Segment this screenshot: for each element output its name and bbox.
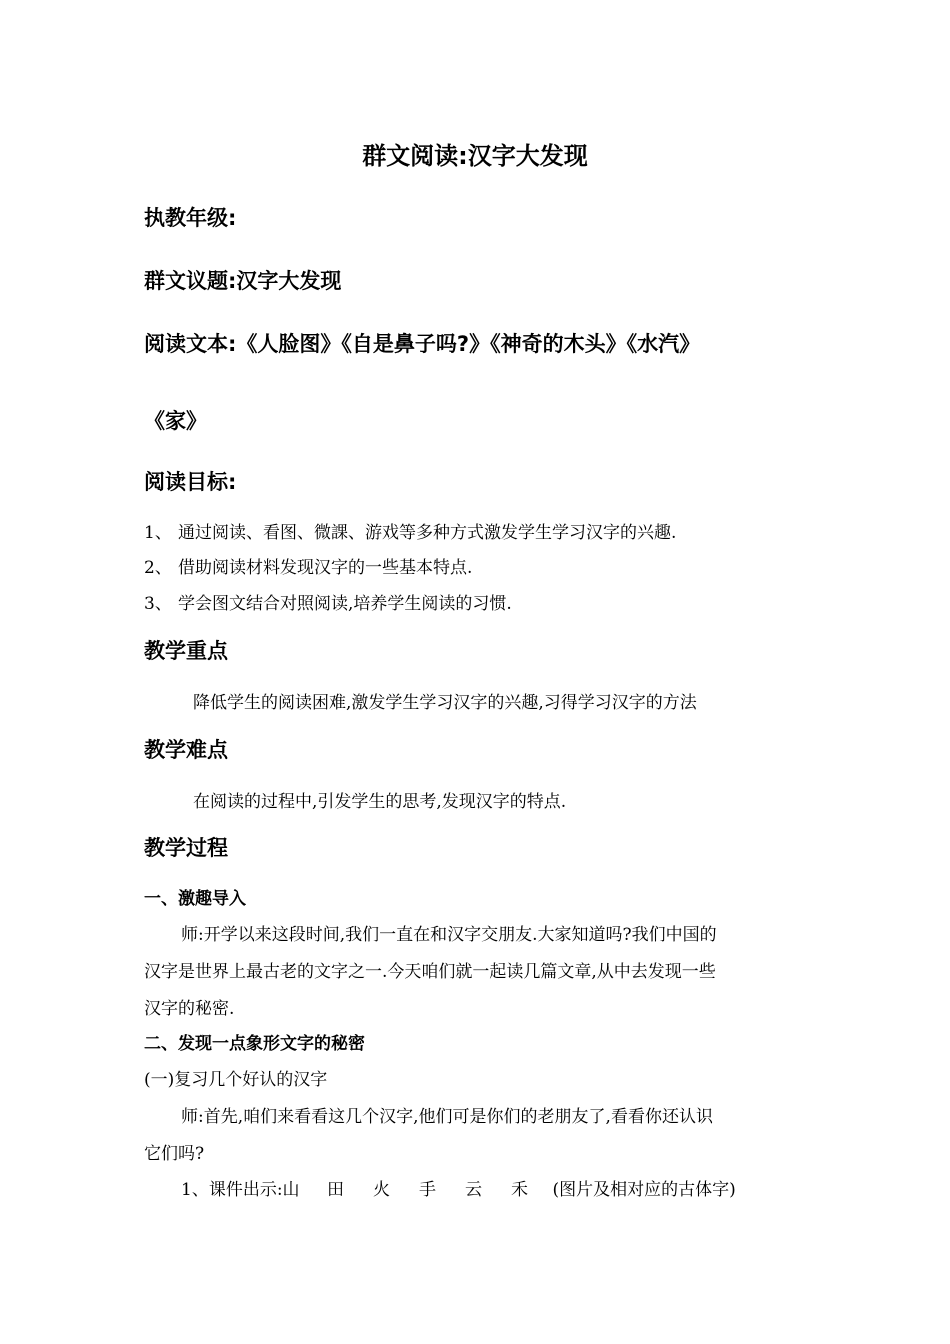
slide-char: 禾 [511, 1180, 529, 1200]
texts-line-2: 《家》 [144, 409, 207, 433]
texts-line-1: 阅读文本:《人脸图》《自是鼻子吗?》《神奇的木头》《水汽》 [144, 332, 701, 356]
objective-text: 学会图文结合对照阅读,培养学生阅读的习惯. [178, 594, 512, 614]
difficulty-heading: 教学难点 [144, 738, 228, 762]
section-1-heading: 一、激趣导入 [144, 889, 246, 909]
section-2-heading: 二、发现一点象形文字的秘密 [144, 1034, 365, 1054]
document-title: 群文阅读:汉字大发现 [362, 142, 588, 170]
slide-label: 1、课件出示: [181, 1180, 283, 1200]
slide-line [181, 1175, 736, 1200]
topic-label: 群文议题:汉字大发现 [144, 269, 342, 293]
objective-number: 1、 [144, 523, 172, 543]
grade-label: 执教年级: [144, 206, 237, 230]
slide-char: 云 [465, 1180, 483, 1200]
section-1-line: 汉字是世界上最古老的文字之一.今天咱们就一起读几篇文章,从中去发现一些 [144, 962, 716, 982]
objective-item [144, 589, 512, 614]
slide-note: (图片及相对应的古体字) [552, 1180, 736, 1200]
section-1-line: 师:开学以来这段时间,我们一直在和汉字交朋友.大家知道吗?我们中国的 [181, 925, 717, 945]
objective-number: 3、 [144, 594, 172, 614]
slide-char: 火 [373, 1180, 391, 1200]
slide-char: 山 [282, 1180, 300, 1200]
objective-text: 借助阅读材料发现汉字的一些基本特点. [178, 558, 473, 578]
subsection-1-line: 师:首先,咱们来看看这几个汉字,他们可是你们的老朋友了,看看你还认识 [181, 1107, 713, 1127]
slide-char: 手 [419, 1180, 437, 1200]
objective-item [144, 518, 676, 543]
subsection-1-heading: (一)复习几个好认的汉字 [144, 1070, 328, 1090]
objective-text: 通过阅读、看图、微課、游戏等多种方式激发学生学习汉字的兴趣. [178, 523, 677, 543]
section-1-line: 汉字的秘密. [144, 999, 235, 1019]
objective-number: 2、 [144, 558, 172, 578]
difficulty-text: 在阅读的过程中,引发学生的思考,发现汉字的特点. [193, 792, 567, 812]
process-heading: 教学过程 [144, 836, 228, 860]
objectives-heading: 阅读目标: [144, 470, 237, 494]
objective-item [144, 553, 472, 578]
subsection-1-line: 它们吗? [144, 1144, 205, 1164]
key-points-heading: 教学重点 [144, 639, 228, 663]
key-points-text: 降低学生的阅读困难,激发学生学习汉字的兴趣,习得学习汉字的方法 [193, 693, 697, 713]
slide-char: 田 [327, 1180, 345, 1200]
